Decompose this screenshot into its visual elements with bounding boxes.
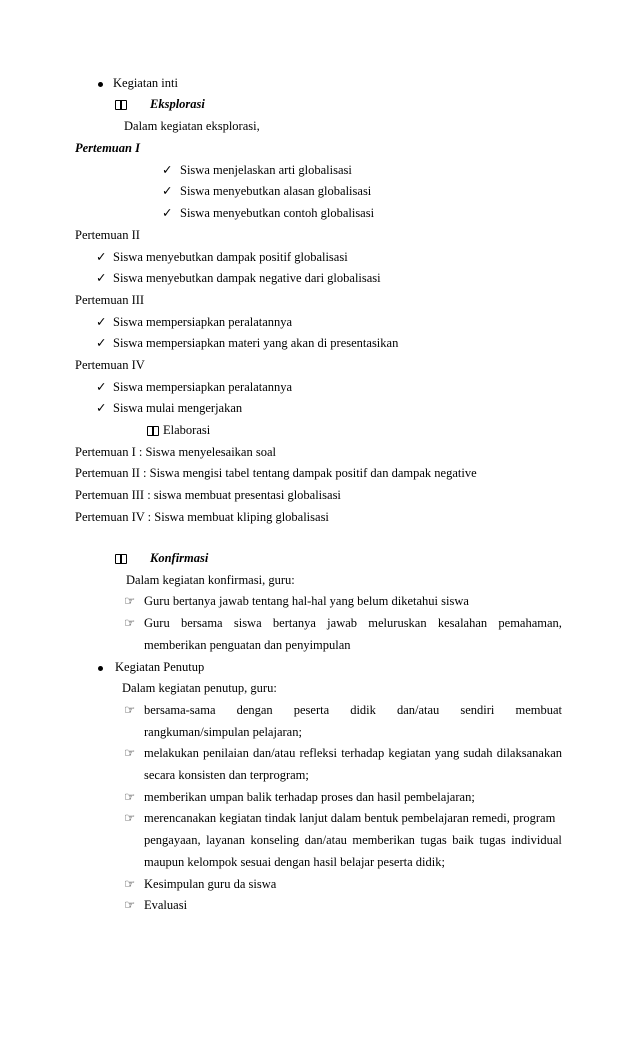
book-icon xyxy=(115,554,127,563)
pertemuan-4-label: Pertemuan IV xyxy=(75,358,145,372)
pointing-hand-icon: ☞ xyxy=(124,877,136,891)
pointing-hand-icon: ☞ xyxy=(124,703,136,717)
book-icon xyxy=(147,426,159,435)
pertemuan-2-item: Siswa menyebutkan dampak negative dari globalisasi xyxy=(113,271,381,285)
pertemuan-1-label: Pertemuan I xyxy=(75,141,140,155)
elaborasi-line: Pertemuan I : Siswa menyelesaikan soal xyxy=(75,445,276,459)
pertemuan-2-item: Siswa menyebutkan dampak positif globalisasi xyxy=(113,250,348,264)
pertemuan-2-label: Pertemuan II xyxy=(75,228,140,242)
penutup-item: memberikan umpan balik terhadap proses dan hasil pembelajaran; xyxy=(144,790,475,804)
penutup-item-justified: bersama-sama dengan peserta didik dan/atau sendiri membuat xyxy=(144,703,562,717)
konfirmasi-item-cont: memberikan penguatan dan penyimpulan xyxy=(144,638,351,652)
penutup-desc: Dalam kegiatan penutup, guru: xyxy=(122,681,277,695)
penutup-item-cont: maupun kelompok sesuai dengan hasil belajar peserta didik; xyxy=(144,855,445,869)
book-icon xyxy=(115,100,127,109)
pointing-hand-icon: ☞ xyxy=(124,616,136,630)
konfirmasi-item-justified: Guru bersama siswa bertanya jawab meluruskan kesalahan pemahaman, xyxy=(144,616,562,630)
konfirmasi-item: Guru bertanya jawab tentang hal-hal yang belum diketahui siswa xyxy=(144,594,469,608)
penutup-item: merencanakan kegiatan tindak lanjut dalam bentuk pembelajaran remedi, program xyxy=(144,811,556,825)
pertemuan-3-item: Siswa mempersiapkan materi yang akan di presentasikan xyxy=(113,336,399,350)
konfirmasi-desc: Dalam kegiatan konfirmasi, guru: xyxy=(126,573,295,587)
check-icon: ✓ xyxy=(96,336,107,350)
penutup-item-justified: pengayaan, layanan konseling dan/atau memberikan tugas baik tugas individual xyxy=(144,833,562,847)
pertemuan-4-item: Siswa mempersiapkan peralatannya xyxy=(113,380,293,394)
check-icon: ✓ xyxy=(162,184,173,198)
bullet-icon xyxy=(98,666,103,671)
pointing-hand-icon: ☞ xyxy=(124,790,136,804)
elaborasi-line: Pertemuan IV : Siswa membuat kliping globalisasi xyxy=(75,510,329,524)
eksplorasi-heading: Eksplorasi xyxy=(150,97,205,111)
elaborasi-line: Pertemuan II : Siswa mengisi tabel tentang dampak positif dan dampak negative xyxy=(75,466,477,480)
penutup-item: Kesimpulan guru da siswa xyxy=(144,877,277,891)
pertemuan-3-item: Siswa mempersiapkan peralatannya xyxy=(113,315,293,329)
penutup-item: Evaluasi xyxy=(144,898,188,912)
elaborasi-line: Pertemuan III : siswa membuat presentasi globalisasi xyxy=(75,488,341,502)
check-icon: ✓ xyxy=(96,271,107,285)
check-icon: ✓ xyxy=(96,380,107,394)
pointing-hand-icon: ☞ xyxy=(124,594,136,608)
eksplorasi-desc: Dalam kegiatan eksplorasi, xyxy=(124,119,260,133)
kegiatan-penutup-heading: Kegiatan Penutup xyxy=(115,660,205,674)
check-icon: ✓ xyxy=(96,401,107,415)
pertemuan-4-item: Siswa mulai mengerjakan xyxy=(113,401,243,415)
pointing-hand-icon: ☞ xyxy=(124,746,136,760)
pointing-hand-icon: ☞ xyxy=(124,811,136,825)
penutup-item-cont: secara konsisten dan terprogram; xyxy=(144,768,309,782)
check-icon: ✓ xyxy=(96,250,107,264)
check-icon: ✓ xyxy=(162,163,173,177)
elaborasi-heading: Elaborasi xyxy=(163,423,211,437)
pertemuan-1-item: Siswa menjelaskan arti globalisasi xyxy=(180,163,352,177)
bullet-icon xyxy=(98,82,103,87)
penutup-item-cont: rangkuman/simpulan pelajaran; xyxy=(144,725,302,739)
check-icon: ✓ xyxy=(96,315,107,329)
penutup-item-justified: melakukan penilaian dan/atau refleksi terhadap kegiatan yang sudah dilaksanakan xyxy=(144,746,562,760)
pertemuan-1-item: Siswa menyebutkan alasan globalisasi xyxy=(180,184,372,198)
check-icon: ✓ xyxy=(162,206,173,220)
pertemuan-1-item: Siswa menyebutkan contoh globalisasi xyxy=(180,206,375,220)
konfirmasi-heading: Konfirmasi xyxy=(150,551,209,565)
pertemuan-3-label: Pertemuan III xyxy=(75,293,145,307)
kegiatan-inti-heading: Kegiatan inti xyxy=(113,76,178,90)
pointing-hand-icon: ☞ xyxy=(124,898,136,912)
